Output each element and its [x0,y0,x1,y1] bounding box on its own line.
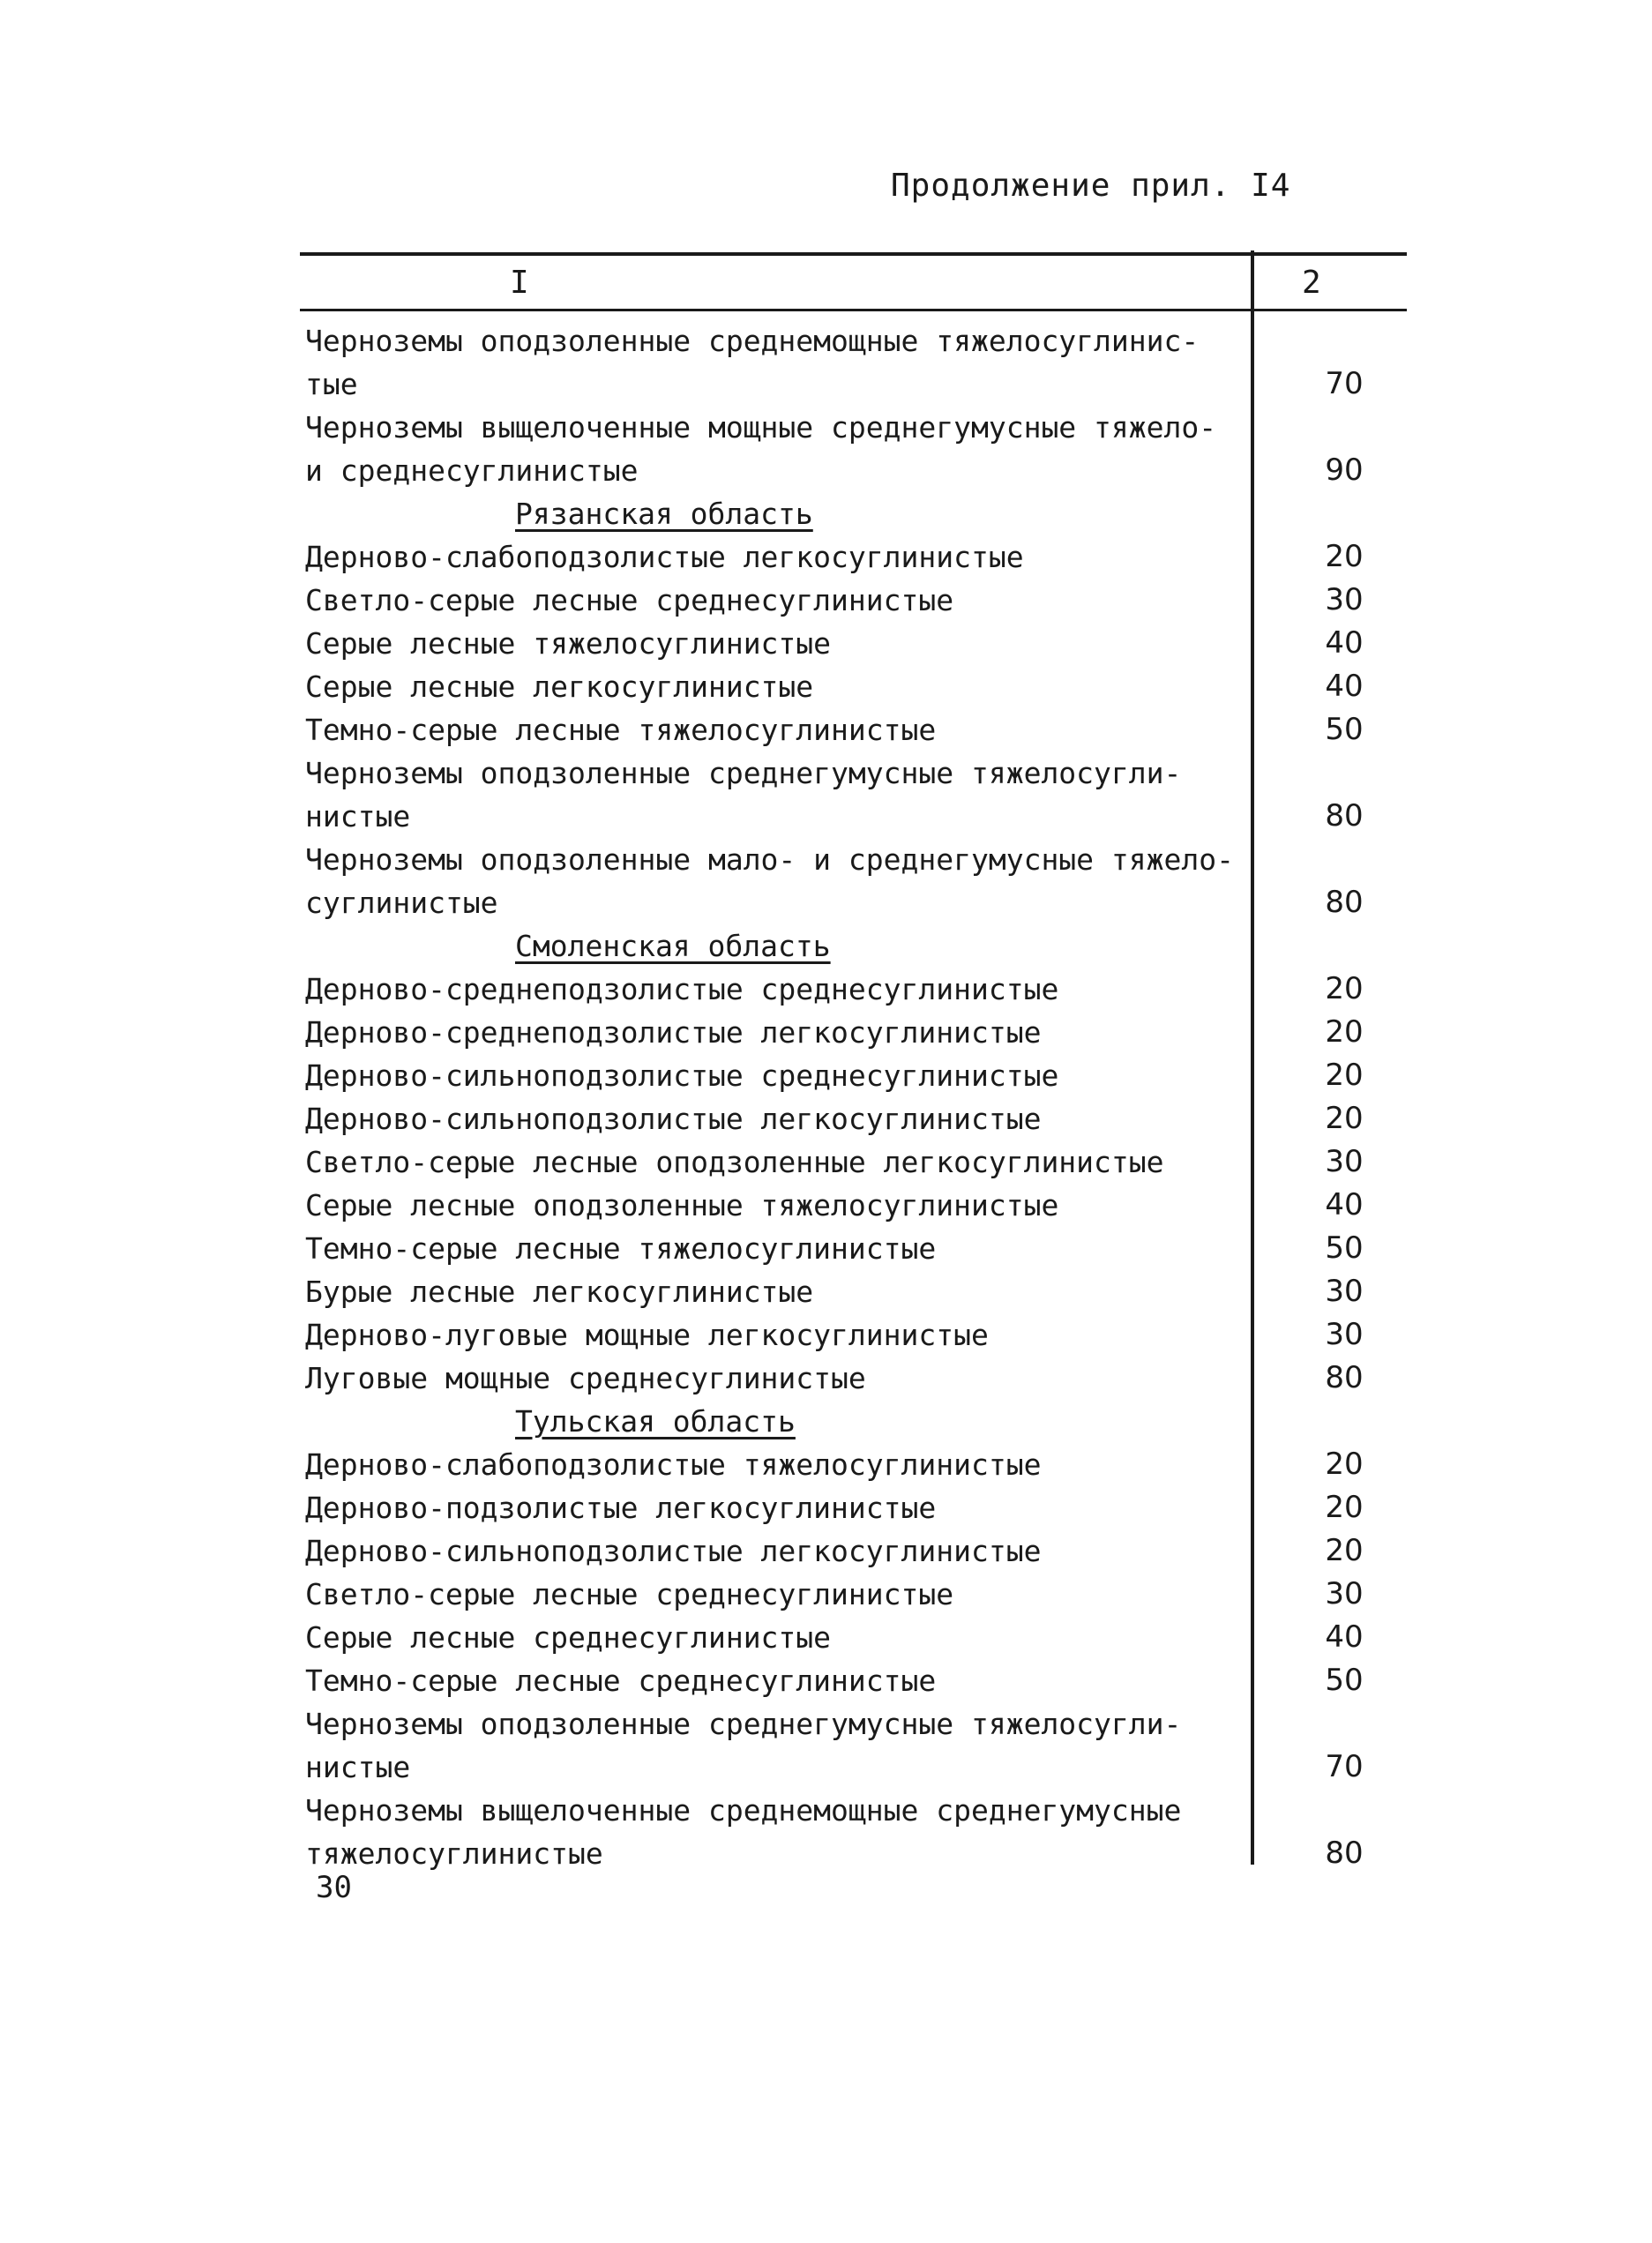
table-row [305,1270,1408,1313]
table-row [305,579,1408,622]
table-row [305,1357,1408,1400]
table-row [305,881,1408,924]
soil-value: 40 [1325,1619,1364,1655]
region-heading-row [305,924,1408,968]
region-heading: Тульская область [515,1404,796,1439]
soil-value: 40 [1325,1187,1364,1222]
soil-value: 80 [1325,1360,1364,1395]
soil-value: 50 [1325,1230,1364,1266]
table-row [305,363,1408,406]
soil-value: 90 [1325,452,1364,488]
column-header-2: 2 [1302,265,1321,301]
soil-type-name: нистые [305,799,411,834]
soil-value: 20 [1325,1101,1364,1136]
soil-type-name: Светло-серые лесные среднесуглинистые [305,1577,954,1611]
page-number: 30 [316,1870,352,1905]
soil-type-name: Светло-серые лесные оподзоленные легкосуглинистые [305,1145,1164,1179]
table-row [305,1746,1408,1789]
soil-value: 30 [1325,1144,1364,1179]
soil-type-name: Темно-серые лесные среднесуглинистые [305,1664,937,1698]
soil-type-name: Черноземы оподзоленные среднегумусные тяжелосугли- [305,756,1182,790]
soil-value: 40 [1325,625,1364,661]
soil-type-name: Темно-серые лесные тяжелосуглинистые [305,1231,937,1266]
table-row [305,795,1408,838]
soil-type-name: Дерново-луговые мощные легкосуглинистые [305,1318,989,1352]
table-row [305,1789,1408,1832]
table-row [305,968,1408,1011]
soil-type-name: Дерново-сильноподзолистые легкосуглинистые [305,1102,1042,1136]
soil-type-name: Дерново-слабоподзолистые тяжелосуглинистые [305,1447,1042,1482]
table-row [305,1140,1408,1184]
soil-type-name: тяжелосуглинистые [305,1836,603,1871]
table-row [305,1227,1408,1270]
soil-type-name: суглинистые [305,886,498,920]
table-row [305,406,1408,449]
soil-value: 20 [1325,971,1364,1006]
table-row [305,622,1408,665]
region-heading-row [305,1400,1408,1443]
table-top-rule [300,252,1407,256]
soil-value: 20 [1325,1014,1364,1050]
table-row [305,1011,1408,1054]
soil-value: 30 [1325,1576,1364,1611]
soil-type-name: Черноземы оподзоленные мало- и среднегумусные тяжело- [305,842,1234,877]
soil-value: 20 [1325,1533,1364,1568]
soil-type-name: Черноземы выщелоченные мощные среднегумусные тяжело- [305,410,1217,445]
table-row [305,319,1408,363]
soil-value: 20 [1325,1490,1364,1525]
soil-type-name: Черноземы оподзоленные среднегумусные тяжелосугли- [305,1707,1182,1741]
column-header-1: I [510,265,529,301]
soil-value: 50 [1325,712,1364,747]
soil-type-name: Светло-серые лесные среднесуглинистые [305,583,954,617]
table-row [305,708,1408,751]
table-row [305,838,1408,881]
table-row [305,1097,1408,1140]
soil-type-name: нистые [305,1750,411,1784]
soil-value: 30 [1325,1317,1364,1352]
table-row [305,1486,1408,1529]
table-row [305,751,1408,795]
soil-type-name: Серые лесные легкосуглинистые [305,669,814,704]
soil-type-name: Серые лесные оподзоленные тяжелосуглинистые [305,1188,1059,1222]
soil-value: 80 [1325,798,1364,834]
table-row [305,1054,1408,1097]
soil-type-name: Дерново-подзолистые легкосуглинистые [305,1491,937,1525]
table-row [305,1832,1408,1875]
soil-table-body [305,319,1408,1875]
soil-value: 20 [1325,539,1364,574]
soil-value: 70 [1325,1749,1364,1784]
soil-value: 70 [1325,366,1364,401]
soil-type-name: Серые лесные среднесуглинистые [305,1620,832,1655]
soil-type-name: Серые лесные тяжелосуглинистые [305,626,832,661]
soil-type-name: Дерново-сильноподзолистые среднесуглинистые [305,1058,1059,1093]
soil-type-name: Черноземы выщелоченные среднемощные среднегумусные [305,1793,1182,1828]
region-heading: Смоленская область [515,929,831,963]
table-row [305,1313,1408,1357]
soil-type-name: тые [305,367,358,401]
region-heading: Рязанская область [515,497,813,531]
soil-value: 80 [1325,1836,1364,1871]
soil-value: 50 [1325,1663,1364,1698]
table-row [305,1529,1408,1573]
soil-value: 80 [1325,885,1364,920]
table-row [305,665,1408,708]
soil-type-name: Дерново-среднеподзолистые легкосуглинистые [305,1015,1042,1050]
soil-type-name: Темно-серые лесные тяжелосуглинистые [305,713,937,747]
soil-type-name: Дерново-среднеподзолистые среднесуглинистые [305,972,1059,1006]
soil-type-name: Дерново-сильноподзолистые легкосуглинистые [305,1534,1042,1568]
table-header-rule [300,309,1407,311]
soil-value: 30 [1325,1274,1364,1309]
soil-type-name: и среднесуглинистые [305,453,639,488]
soil-type-name: Луговые мощные среднесуглинистые [305,1361,866,1395]
soil-value: 30 [1325,582,1364,617]
continuation-header: Продолжение прил. I4 [891,168,1291,204]
table-row [305,1443,1408,1486]
table-row [305,449,1408,492]
table-row [305,1184,1408,1227]
soil-value: 20 [1325,1447,1364,1482]
table-row [305,1659,1408,1702]
region-heading-row [305,492,1408,535]
table-row [305,1573,1408,1616]
table-row [305,1616,1408,1659]
table-row [305,535,1408,579]
soil-value: 40 [1325,669,1364,704]
soil-type-name: Дерново-слабоподзолистые легкосуглинистые [305,540,1024,574]
soil-value: 20 [1325,1058,1364,1093]
soil-type-name: Черноземы оподзоленные среднемощные тяжелосуглинис- [305,324,1200,358]
table-row [305,1702,1408,1746]
soil-type-name: Бурые лесные легкосуглинистые [305,1275,814,1309]
